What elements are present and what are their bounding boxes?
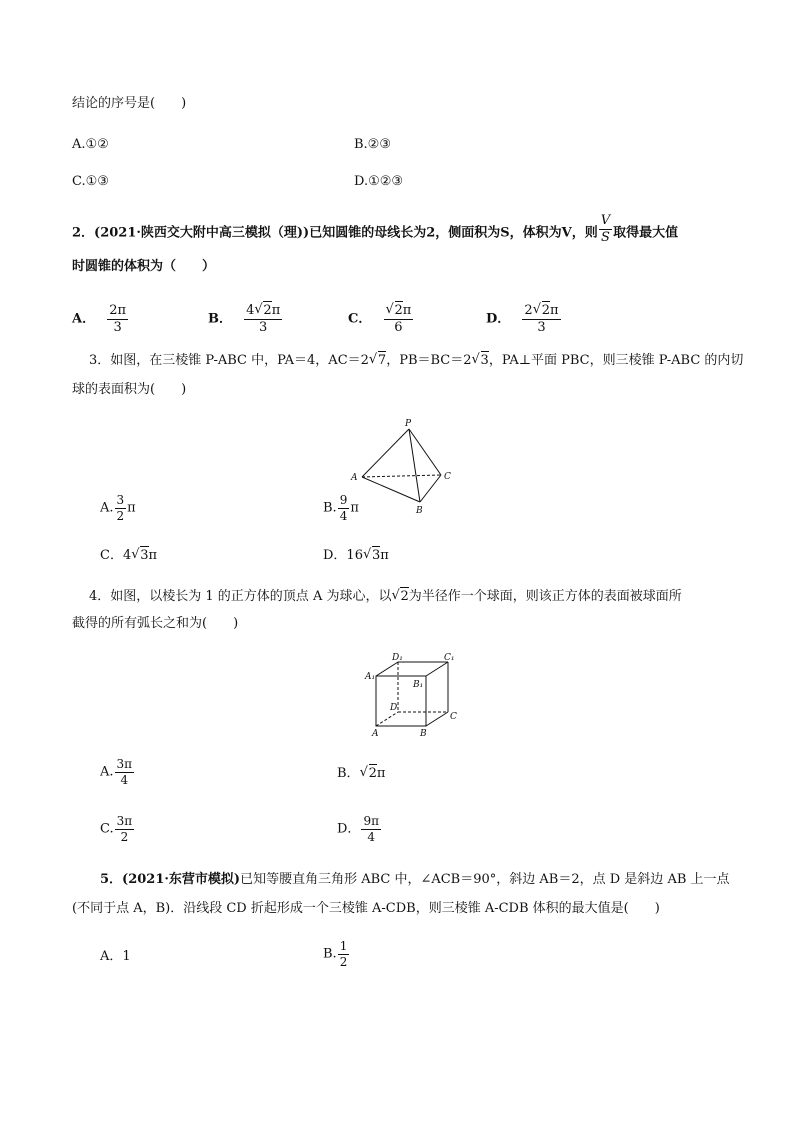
edge-b1c1	[426, 662, 448, 676]
label-d1: D₁	[392, 653, 403, 663]
edge-bc	[426, 712, 448, 726]
label-p: P	[405, 419, 412, 429]
edge-ab	[362, 477, 420, 502]
edge-a1d1	[376, 662, 398, 676]
label-a: A	[351, 473, 358, 483]
edge-ac-hidden	[362, 475, 441, 477]
q4-stem: 4．如图，以棱长为 1 的正方体的顶点 A 为球心，以√ 2为半径作一个球面，则该正方体的表面被球面所	[89, 590, 682, 603]
label-a1: A₁	[365, 672, 376, 682]
q2-fraction: $\frac{V}{S}$	[600, 213, 611, 245]
edge-ad-hidden	[376, 712, 398, 726]
q1-option-d: D.①②③	[354, 174, 404, 189]
label-b1: B₁	[413, 680, 424, 690]
q4-option-c: C. $\frac{3\pi}{2}$	[100, 814, 133, 844]
edge-pb	[409, 429, 420, 502]
label-a: A	[372, 729, 379, 739]
q4-option-d: D． $\frac{9\pi}{4}$	[337, 814, 379, 844]
q4-option-b: B．√ 2π	[337, 767, 385, 780]
q5-option-b: B. $\frac{1}{2}$	[323, 939, 348, 969]
q2-text-a: 已知圆锥的母线长为2，侧面积为S，体积为V，则	[309, 225, 598, 241]
q3-tetrahedron-figure	[345, 417, 460, 517]
q2-stem	[72, 213, 679, 245]
q1-option-b: B.②③	[354, 137, 391, 152]
q3-option-b: B. $\frac{9}{4}$ π	[323, 493, 359, 523]
q4-option-a: A. $\frac{3\pi}{4}$	[100, 757, 133, 787]
edge-pa	[362, 429, 409, 477]
q2-number: 2．	[72, 225, 95, 241]
label-b: B	[416, 506, 423, 516]
q1-option-a: A.①②	[72, 137, 109, 152]
q2-option-a: A． $\frac{2\pi}{3}$	[72, 303, 127, 335]
q4-line2: 截得的所有弧长之和为( )	[72, 616, 239, 631]
q3-stem: 3．如图，在三棱锥 P-ABC 中，PA＝4，AC＝2√ 7，PB＝BC＝2√ 3，PA⊥平面 PBC，则三棱锥 P-ABC 的内切	[89, 354, 743, 367]
q2-option-b: B． $\frac{4√ 2\pi}{3}$	[208, 304, 283, 334]
q4-cube-figure	[362, 650, 462, 740]
q5-stem: 5．(2021·东营市模拟)已知等腰直角三角形 ABC 中，∠ACB＝90°，斜边 AB＝2，点 D 是斜边 AB 上一点	[100, 872, 730, 887]
q1-text: 结论的序号是( )	[72, 96, 187, 111]
q1-option-c: C.①③	[72, 174, 109, 189]
q3-option-c: C．4√ 3π	[100, 549, 157, 562]
q2-option-c: C． √ $\frac{2\pi}{6}$	[348, 304, 414, 334]
q5-option-a: A．1	[100, 949, 131, 964]
label-c: C	[450, 712, 457, 722]
label-c: C	[444, 472, 451, 482]
q3-option-a: A. $\frac{3}{2}$ π	[100, 493, 136, 523]
label-b: B	[420, 729, 427, 739]
q2-text-b: 取得最大值	[613, 225, 679, 241]
q3-option-d: D．16√ 3π	[323, 549, 389, 562]
q2-source: (2021·陕西交大附中高三模拟（理))	[94, 225, 310, 241]
q3-line2: 球的表面积为( )	[72, 382, 187, 397]
q5-line2: (不同于点 A，B)．沿线段 CD 折起形成一个三棱锥 A-CDB，则三棱锥 A-CDB 体积的最大值是( )	[72, 901, 660, 916]
label-d: D	[390, 703, 398, 713]
edge-pc	[409, 429, 441, 475]
q2-option-d: D． $\frac{2√ 2\pi}{3}$	[486, 304, 562, 334]
q2-line2: 时圆锥的体积为（ ）	[72, 259, 216, 274]
edge-bc	[420, 475, 441, 502]
label-c1: C₁	[444, 653, 455, 663]
